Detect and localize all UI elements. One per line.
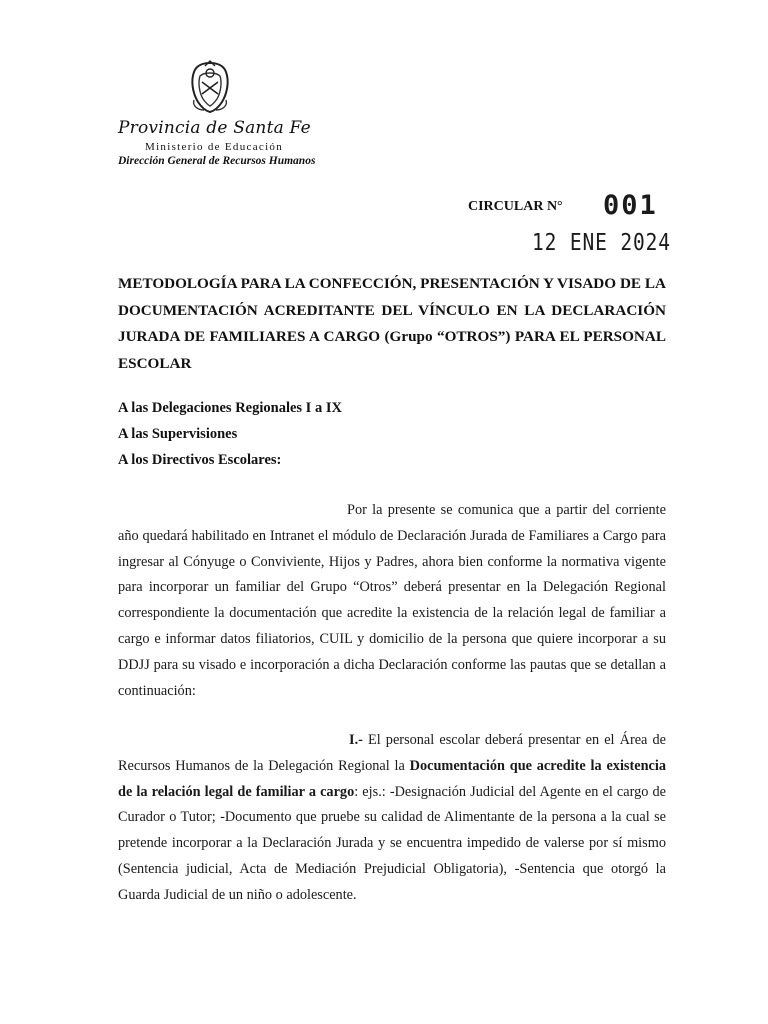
province-name: Provincia de Santa Fe [118, 118, 311, 138]
date-stamp: 12 ENE 2024 [532, 230, 671, 256]
recipient-line: A los Directivos Escolares: [118, 452, 282, 468]
circular-number: 001 [603, 190, 658, 221]
item-1-paragraph [118, 728, 666, 909]
item-text-part2: : ejs.: -Designación Judicial del Agente en el cargo de Curador o Tutor; -Documento que pruebe su calidad de Alimentante de la persona a la cual se pretende incorporar a la Declaración Jurada y se encuentra impedido de valerse por sí mismo (Sentencia judicial, Acta de Mediación Prejudicial Obligatoria), -Sentencia que otorgó la Guarda Judicial de un niño o adolescente. [118, 783, 666, 903]
item-text-bold: Documentación que acredite la existencia de la relación legal de familiar a cargo [118, 757, 667, 800]
document-title: METODOLOGÍA PARA LA CONFECCIÓN, PRESENTACIÓN Y VISADO DE LA DOCUMENTACIÓN ACREDITANTE DEL VÍNCULO EN LA DECLARACIÓN JURADA DE FAMILIARES A CARGO (Grupo “OTROS”) PARA EL PERSONAL ESCOLAR [118, 275, 666, 372]
item-numeral: I.- [349, 732, 363, 748]
ministry-name: Ministerio de Educación [145, 141, 284, 153]
directorate-name: Dirección General de Recursos Humanos [118, 155, 316, 167]
item-text-part1: El personal escolar deberá presentar en el Área de Recursos Humanos de la Delegación Regional la [118, 732, 666, 774]
recipient-line: A las Delegaciones Regionales I a IX [118, 400, 342, 416]
intro-paragraph: Por la presente se comunica que a partir del corriente año quedará habilitado en Intranet el módulo de Declaración Jurada de Familiares a Cargo para ingresar al Cónyuge o Conviviente, Hijos y Padres, ahora bien conforme la normativa vigente para incorporar un familiar del Grupo “Otros” deberá presentar en la Delegación Regional correspondiente la documentación que acredite la existencia de la relación legal de familiar a cargo e informar datos filiatorios, CUIL y domicilio de la persona que quiere incorporar a su DDJJ para su visado e incorporación a dicha Declaración conforme las pautas que se detallan a continuación: [118, 502, 666, 699]
provincial-seal-icon [188, 60, 232, 114]
recipient-line: A las Supervisiones [118, 426, 238, 442]
circular-label: CIRCULAR N° [468, 199, 563, 214]
